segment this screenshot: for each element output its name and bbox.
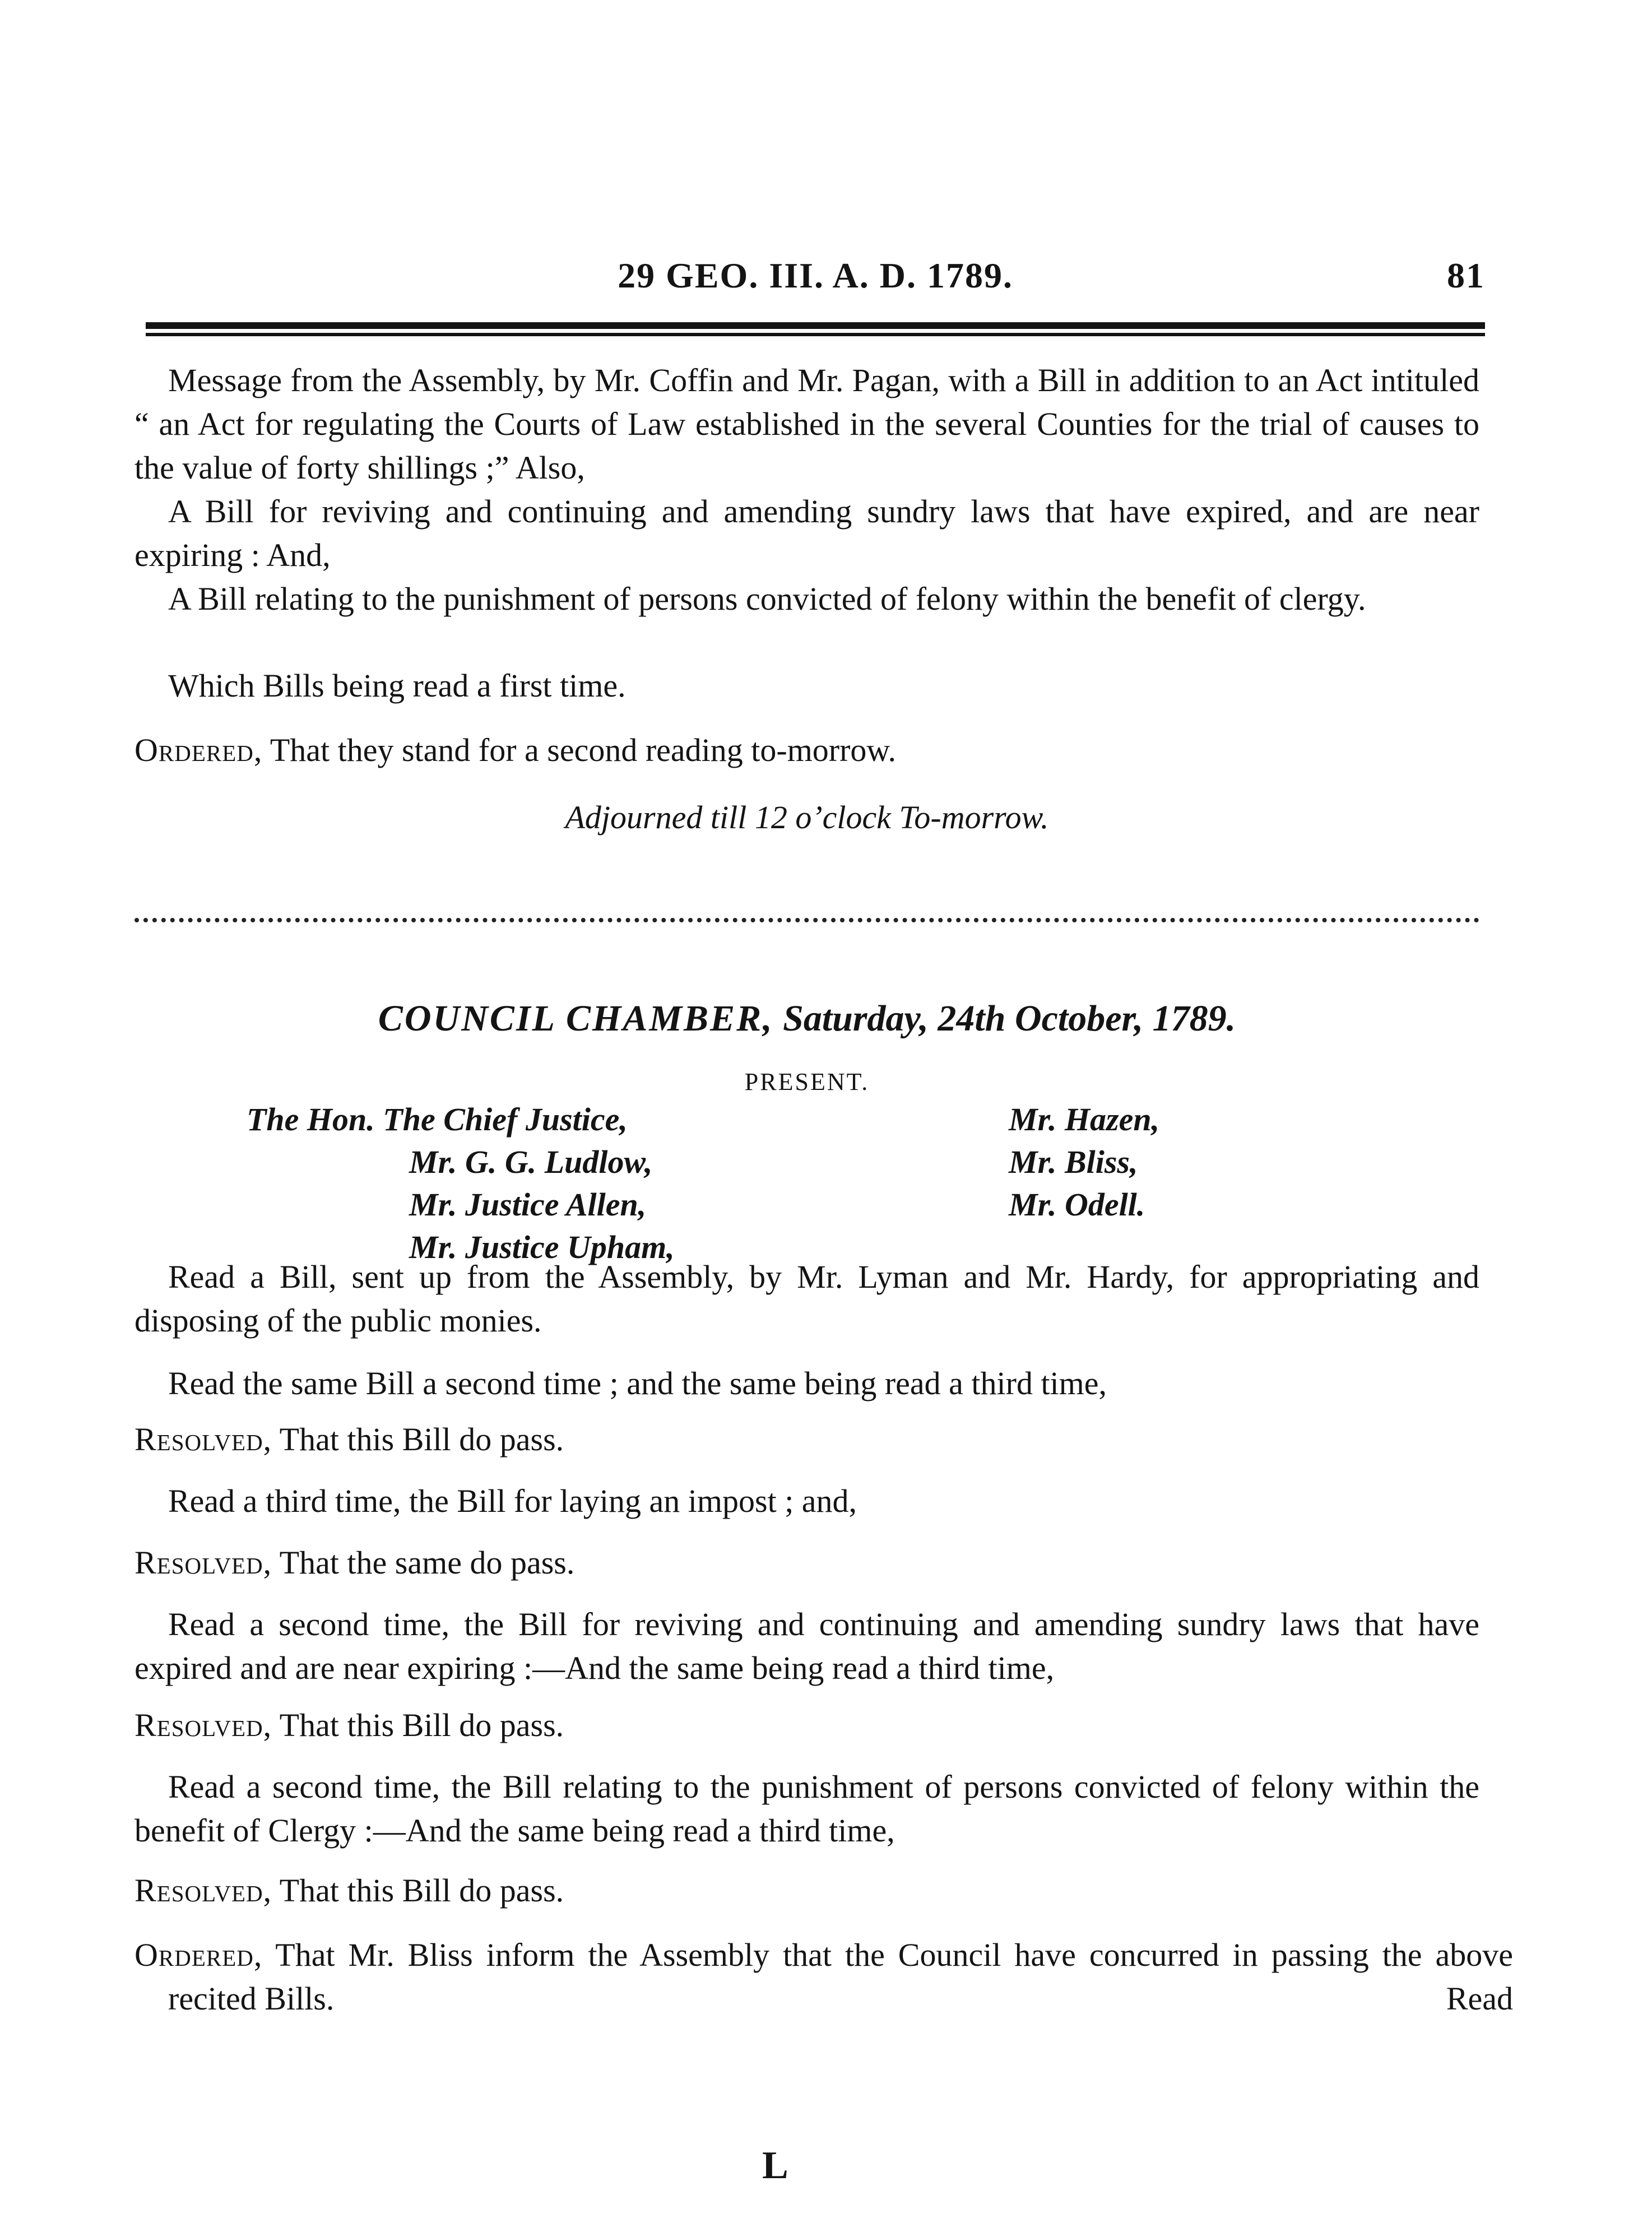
bill-felony: Read a second time, the Bill relating to the punishment of persons convicted of felony within the benefit of Clergy :—And the same being read a third time, xyxy=(134,1769,1479,1849)
resolved-text: That this Bill do pass. xyxy=(272,1421,564,1458)
header-rule-thin xyxy=(146,333,1485,336)
resolved-label: Resolved, xyxy=(134,1707,272,1743)
catchword: Read xyxy=(1446,1980,1513,2017)
bill-sundry-laws: Read a second time, the Bill for reviving and continuing and amending sundry laws that have expired and are near expiring :—And the same being read a third time, xyxy=(134,1606,1479,1686)
resolved-text: That this Bill do pass. xyxy=(272,1707,564,1743)
resolved-3 xyxy=(134,1704,1479,1747)
member: Mr. Odell. xyxy=(1009,1186,1145,1223)
assembly-message: Message from the Assembly, by Mr. Coffin and Mr. Pagan, with a Bill in addition to an Act intituled “ an Act for regulating the Courts of Law established in the several Counties for the trial of causes to the value of forty shillings ;” Also, xyxy=(134,362,1479,486)
adjournment: Adjourned till 12 o’clock To-morrow. xyxy=(565,799,1049,836)
signature-mark: L xyxy=(762,2144,788,2187)
page-number: 81 xyxy=(1447,256,1485,295)
ordered-label: Ordered, xyxy=(134,732,263,768)
chamber-title: COUNCIL CHAMBER, xyxy=(378,998,774,1039)
ordered-second-reading xyxy=(134,728,1479,772)
member: Mr. Justice Upham, xyxy=(409,1229,675,1265)
member: Mr. Justice Allen, xyxy=(409,1186,647,1223)
present-label: PRESENT. xyxy=(744,1068,870,1096)
member: The Hon. The Chief Justice, xyxy=(247,1101,628,1138)
member: Mr. G. G. Ludlow, xyxy=(409,1144,653,1180)
member: Mr. Bliss, xyxy=(1009,1144,1138,1180)
ordered-inform-assembly xyxy=(134,1933,1513,2021)
ordered-label: Ordered, xyxy=(134,1937,263,1973)
header-title: 29 GEO. III. A. D. 1789. xyxy=(618,256,1013,295)
resolved-text: That this Bill do pass. xyxy=(272,1872,564,1909)
resolved-text: That the same do pass. xyxy=(272,1544,575,1581)
resolved-label: Resolved, xyxy=(134,1421,272,1458)
member: Mr. Hazen, xyxy=(1009,1101,1160,1138)
bill-reviving: A Bill for reviving and continuing and amending sundry laws that have expired, and are near expiring : And, xyxy=(134,493,1479,573)
header-rule-thick xyxy=(146,322,1485,329)
ordered-text: That Mr. Bliss inform the Assembly that the Council have concurred in passing the above recited Bills. xyxy=(168,1937,1513,2017)
resolved-label: Resolved, xyxy=(134,1544,272,1581)
running-header xyxy=(146,255,1485,311)
bill-impost: Read a third time, the Bill for laying an impost ; and, xyxy=(168,1483,857,1519)
resolved-1 xyxy=(134,1418,1479,1461)
chamber-date: Saturday, 24th October, 1789. xyxy=(773,998,1236,1039)
section-divider xyxy=(134,918,1479,922)
ordered-text: That they stand for a second reading to-morrow. xyxy=(262,732,897,768)
first-reading: Which Bills being read a first time. xyxy=(168,667,626,704)
second-third-reading: Read the same Bill a second time ; and the same being read a third time, xyxy=(168,1365,1107,1401)
resolved-2 xyxy=(134,1541,1479,1585)
resolved-label: Resolved, xyxy=(134,1872,272,1909)
bill-public-monies: Read a Bill, sent up from the Assembly, by Mr. Lyman and Mr. Hardy, for appropriating and disposing of the public monies. xyxy=(134,1259,1479,1339)
members-list-right xyxy=(1009,1098,1159,1226)
members-list-left xyxy=(247,1098,675,1269)
chamber-heading xyxy=(134,997,1479,1040)
bill-punishment: A Bill relating to the punishment of persons convicted of felony within the benefit of clergy. xyxy=(168,581,1366,617)
resolved-4 xyxy=(134,1869,1479,1913)
